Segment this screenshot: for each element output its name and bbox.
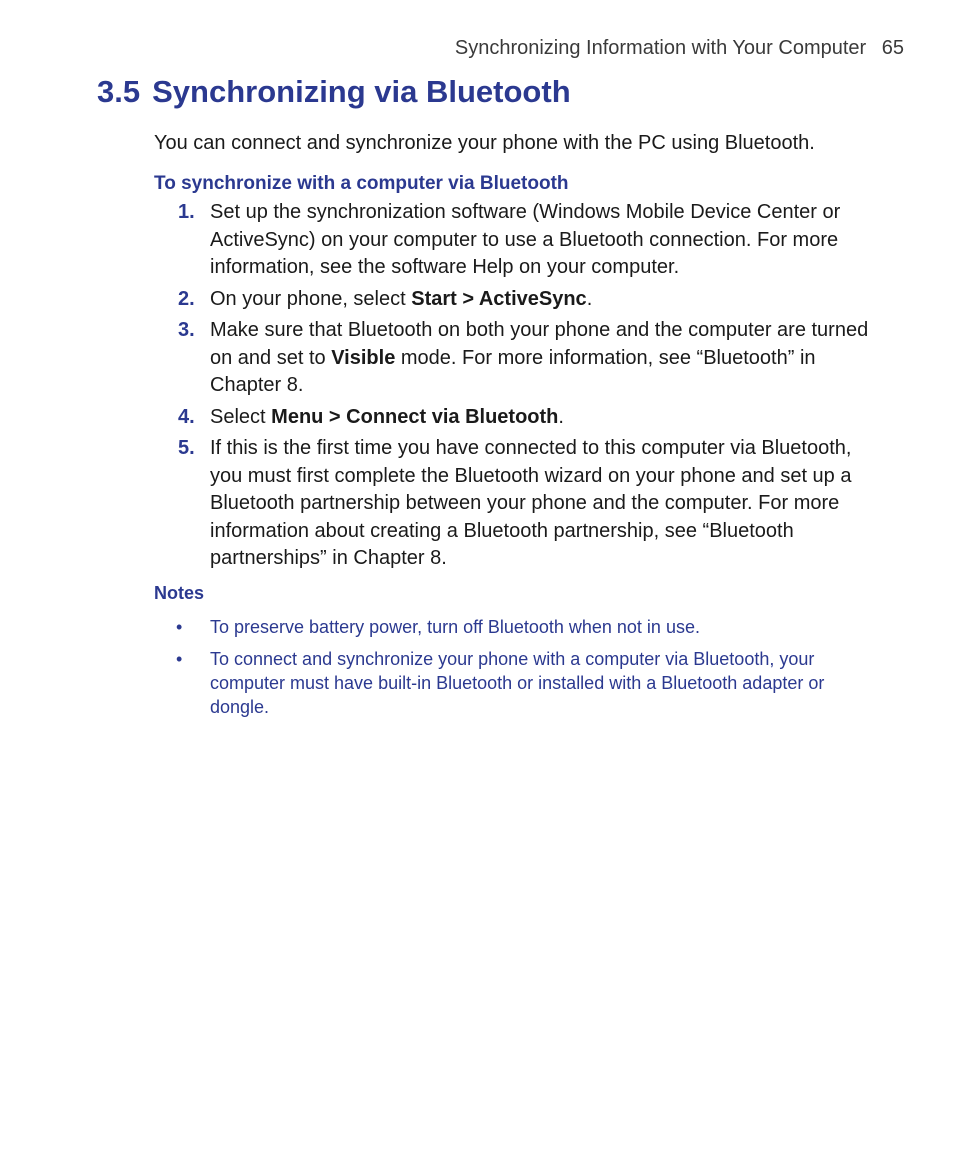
- running-header: [455, 37, 904, 60]
- step-4: [154, 404, 874, 432]
- step-number: 4.: [178, 405, 195, 428]
- notes-heading: Notes: [154, 583, 205, 603]
- procedure-heading: To synchronize with a computer via Bluetooth: [154, 173, 569, 194]
- note-text: To preserve battery power, turn off Bluetooth when not in use.: [210, 617, 700, 637]
- section-title-text: Synchronizing via Bluetooth: [152, 74, 571, 109]
- step-number: 2.: [178, 287, 195, 310]
- step-number: 5.: [178, 437, 195, 459]
- step-3: [154, 317, 874, 400]
- step-command: Visible: [331, 346, 396, 369]
- step-command: Start > ActiveSync: [411, 287, 587, 310]
- bullet-icon: •: [176, 649, 183, 669]
- step-text: If this is the first time you have connected to this computer via Bluetooth, you must first complete the Bluetooth wizard on your phone and set up a Bluetooth partnership between your phone and the computer. For more information about creating a Bluetooth partnership, see “Bluetooth partnerships” in Chapter 8.: [210, 437, 852, 569]
- step-number: 3.: [178, 319, 195, 341]
- page-number: 65: [881, 37, 904, 59]
- running-header-title: Synchronizing Information with Your Computer: [454, 37, 867, 59]
- step-text-post: mode. For more information, see “Bluetooth” in Chapter 8.: [210, 346, 816, 396]
- step-number: 1.: [178, 201, 195, 223]
- step-text-pre: Select: [210, 405, 272, 428]
- notes-list: [154, 615, 874, 727]
- step-text-pre: On your phone, select: [210, 287, 412, 310]
- section-title: [97, 74, 571, 110]
- step-text-post: .: [558, 405, 564, 428]
- step-command: Menu > Connect via Bluetooth: [271, 405, 559, 428]
- note-item: [154, 647, 874, 719]
- step-text: Set up the synchronization software (Windows Mobile Device Center or ActiveSync) on your computer to use a Bluetooth connection. For more information, see the software Help on your computer.: [210, 201, 841, 278]
- step-2: [154, 286, 874, 314]
- step-1: [154, 199, 874, 282]
- section-number: 3.5: [97, 74, 141, 109]
- step-5: [154, 435, 874, 573]
- step-text-post: .: [586, 287, 593, 310]
- bullet-icon: •: [176, 617, 183, 637]
- note-item: [154, 615, 874, 639]
- procedure-steps: [154, 199, 874, 577]
- note-text: To connect and synchronize your phone with a computer via Bluetooth, your computer must have built-in Bluetooth or installed with a Bluetooth adapter or dongle.: [210, 649, 825, 717]
- step-text-pre: Make sure that Bluetooth on both your phone and the computer are turned on and set to: [210, 319, 869, 369]
- intro-paragraph: You can connect and synchronize your phone with the PC using Bluetooth.: [154, 132, 815, 154]
